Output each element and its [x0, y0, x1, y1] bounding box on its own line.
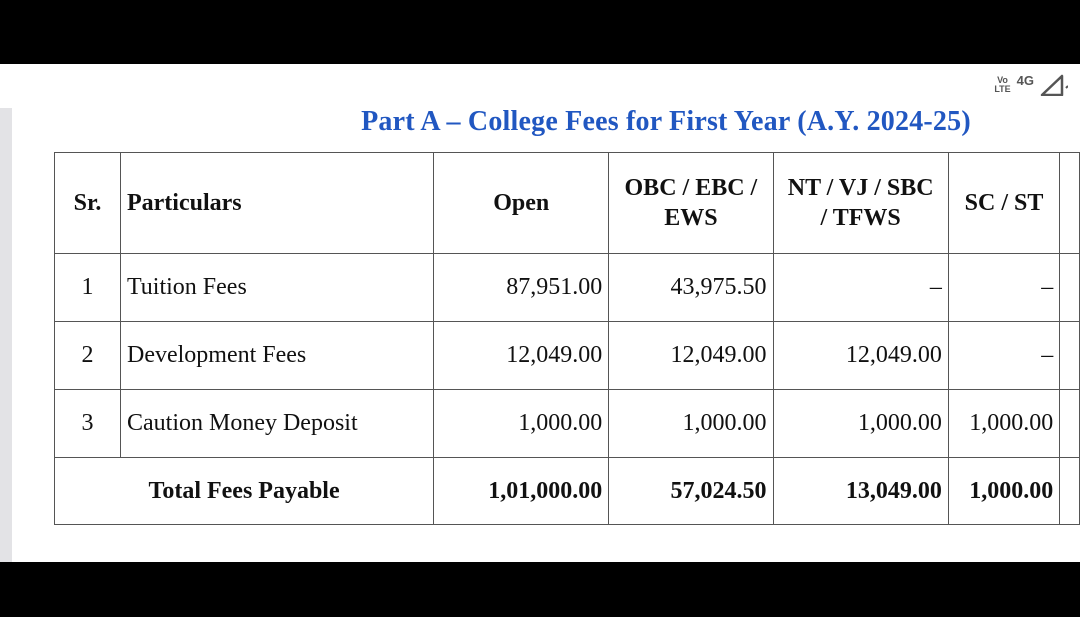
row-open: 1,000.00	[434, 390, 609, 458]
row-open: 87,951.00	[434, 254, 609, 322]
header-sr: Sr.	[55, 153, 121, 254]
row-sc: 1,000.00	[948, 390, 1059, 458]
header-sc-st: SC / ST	[948, 153, 1059, 254]
table-header-row	[55, 153, 1080, 254]
table-row	[55, 390, 1080, 458]
table-total-row	[55, 458, 1080, 525]
volte-icon	[994, 76, 1010, 94]
signal-strength-icon	[1040, 74, 1068, 96]
total-obc: 57,024.50	[609, 458, 773, 525]
row-sc: –	[948, 322, 1059, 390]
row-cut-cell	[1060, 322, 1080, 390]
header-nt-line1: NT / VJ / SBC	[787, 175, 934, 201]
header-obc-ebc-ews	[609, 153, 773, 254]
header-cut-column	[1060, 153, 1080, 254]
row-sr: 2	[55, 322, 121, 390]
page-edge	[0, 108, 12, 562]
row-particulars: Development Fees	[120, 322, 433, 390]
header-open: Open	[434, 153, 609, 254]
row-cut-cell	[1060, 254, 1080, 322]
total-sc: 1,000.00	[948, 458, 1059, 525]
header-obc-line2: EWS	[664, 205, 718, 231]
row-nt: 12,049.00	[773, 322, 948, 390]
document-page	[0, 64, 1080, 562]
row-obc: 43,975.50	[609, 254, 773, 322]
row-sr: 3	[55, 390, 121, 458]
row-obc: 12,049.00	[609, 322, 773, 390]
status-bar	[994, 70, 1068, 100]
row-particulars: Tuition Fees	[120, 254, 433, 322]
page-title: Part A – College Fees for First Year (A.Y. 2024-25)	[361, 106, 971, 137]
total-open: 1,01,000.00	[434, 458, 609, 525]
header-particulars: Particulars	[120, 153, 433, 254]
row-nt: –	[773, 254, 948, 322]
header-obc-line1: OBC / EBC /	[624, 175, 758, 201]
header-nt-line2: / TFWS	[820, 205, 901, 231]
row-obc: 1,000.00	[609, 390, 773, 458]
row-sr: 1	[55, 254, 121, 322]
total-label: Total Fees Payable	[55, 458, 434, 525]
total-cut-cell	[1060, 458, 1080, 525]
fees-table	[54, 152, 1080, 525]
table-row	[55, 322, 1080, 390]
row-particulars: Caution Money Deposit	[120, 390, 433, 458]
row-cut-cell	[1060, 390, 1080, 458]
header-nt-vj-sbc-tfws	[773, 153, 948, 254]
volte-label: Vo	[997, 75, 1008, 85]
row-sc: –	[948, 254, 1059, 322]
lte-label: LTE	[994, 84, 1011, 94]
table-row	[55, 254, 1080, 322]
network-type: 4G	[1016, 72, 1034, 88]
row-nt: 1,000.00	[773, 390, 948, 458]
row-open: 12,049.00	[434, 322, 609, 390]
total-nt: 13,049.00	[773, 458, 948, 525]
